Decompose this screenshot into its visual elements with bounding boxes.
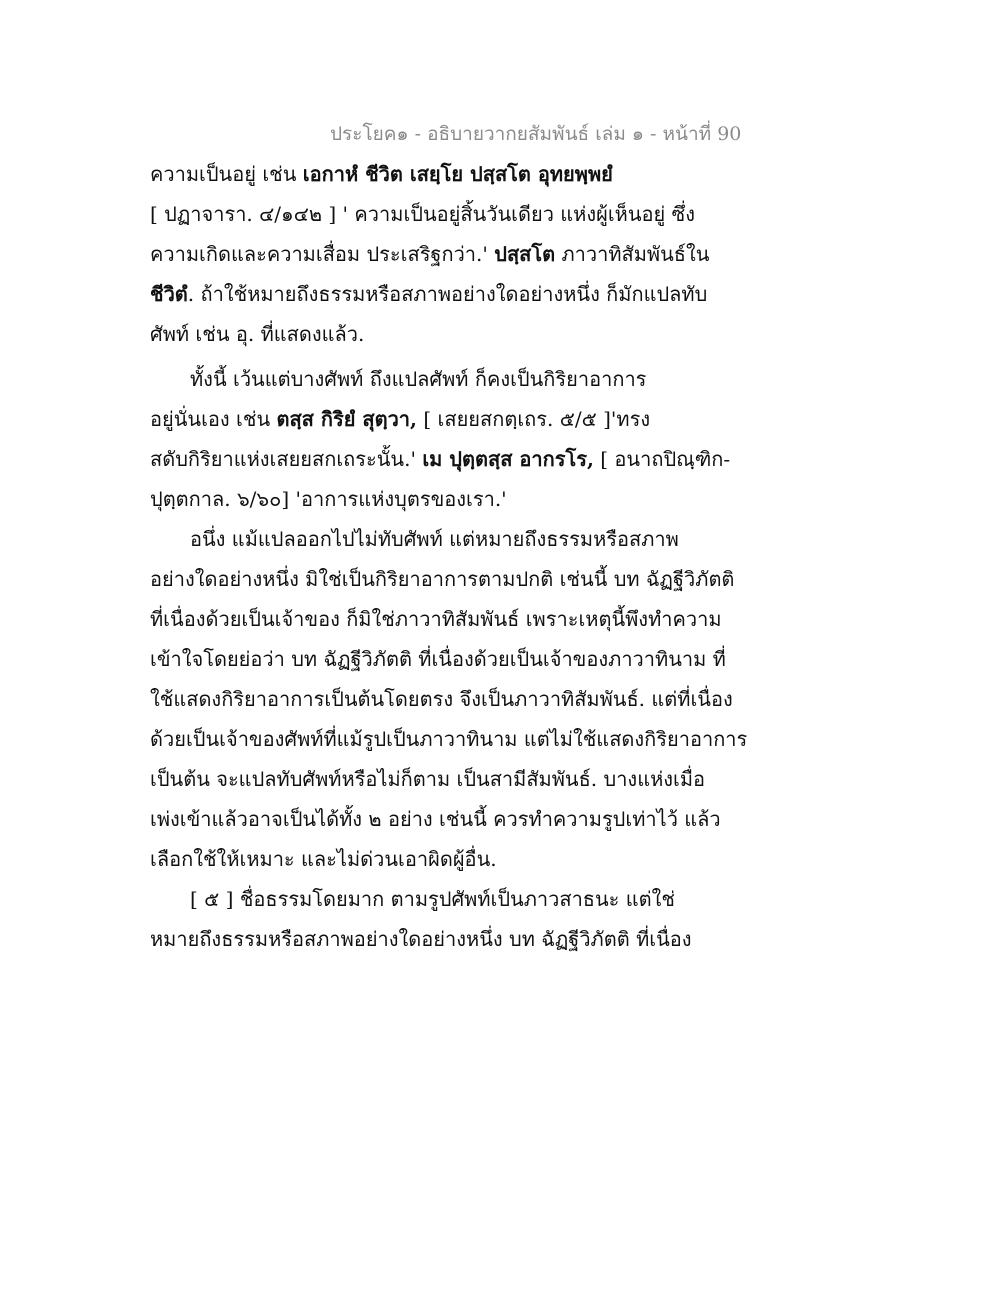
text-run: ด้วยเป็นเจ้าของศัพท์ที่แม้รูปเป็นภาวาทินาม แต่ไม่ใช้แสดงกิริยาอาการ — [150, 727, 748, 751]
pali-quote: ตสฺส กิริยํ สุตฺวา, — [276, 407, 418, 431]
text-run: เลือกใช้ให้เหมาะ และไม่ด่วนเอาผิดผู้อื่น. — [150, 847, 497, 871]
text-line-20 — [150, 925, 692, 953]
text-line-14 — [150, 685, 733, 713]
text-run: ความเกิดและความเสื่อม ประเสริฐกว่า.' — [150, 242, 495, 266]
text-run: [ อนาถปิณฺฑิก- — [593, 447, 731, 471]
text-run: ที่เนื่องด้วยเป็นเจ้าของ ก็มิใช่ภาวาทิสัมพันธ์ เพราะเหตุนี้พึงทำความ — [150, 607, 722, 631]
text-line-9 — [150, 485, 507, 513]
text-line-3 — [150, 240, 709, 268]
text-run: สดับกิริยาแห่งเสยยสกเถระนั้น.' — [150, 447, 423, 471]
pali-term: ชีวิตํ — [150, 282, 188, 306]
pali-quote: เอกาหํ ชีวิต เสยฺโย ปสฺสโต อุทยพฺพยํ — [302, 162, 613, 186]
text-run: ศัพท์ เช่น อุ. ที่แสดงแล้ว. — [150, 322, 365, 346]
text-run: ความเป็นอยู่ เช่น — [150, 162, 303, 186]
text-line-15 — [150, 725, 747, 753]
text-run: หมายถึงธรรมหรือสภาพอย่างใดอย่างหนึ่ง บท ฉัฏฐีวิภัตติ ที่เนื่อง — [150, 927, 692, 951]
text-run: ภาวาทิสัมพันธ์ใน — [555, 242, 710, 266]
text-line-19 — [190, 885, 675, 913]
text-line-1 — [150, 160, 613, 188]
text-run: ใช้แสดงกิริยาอาการเป็นต้นโดยตรง จึงเป็นภาวาทิสัมพันธ์. แต่ที่เนื่อง — [150, 687, 733, 711]
pali-quote: เม ปุตฺตสฺส อากรโร, — [422, 447, 594, 471]
text-run: ปุตฺตกาล. ๖/๖๐] 'อาการแห่งบุตรของเรา.' — [150, 487, 507, 511]
text-run: เข้าใจโดยย่อว่า บท ฉัฏฐีวิภัตติ ที่เนื่องด้วยเป็นเจ้าของภาวาทินาม ที่ — [150, 647, 726, 671]
pali-term: ปสฺสโต — [494, 242, 556, 266]
text-run: [ ปฏาจารา. ๔/๑๔๒ ] ' ความเป็นอยู่สิ้นวันเดียว แห่งผู้เห็นอยู่ ซึ่ง — [150, 202, 695, 226]
text-line-11 — [150, 565, 734, 593]
text-run: ทั้งนี้ เว้นแต่บางศัพท์ ถึงแปลศัพท์ ก็คงเป็นกิริยาอาการ — [190, 367, 647, 391]
text-line-5 — [150, 320, 364, 348]
text-line-7 — [150, 405, 650, 433]
text-run: . ถ้าใช้หมายถึงธรรมหรือสภาพอย่างใดอย่างหนึ่ง ก็มักแปลทับ — [187, 282, 708, 306]
text-line-13 — [150, 645, 726, 673]
text-run: อย่างใดอย่างหนึ่ง มิใช่เป็นกิริยาอาการตามปกติ เช่นนี้ บท ฉัฏฐีวิภัตติ — [150, 567, 735, 591]
text-line-4 — [150, 280, 707, 308]
text-run: อนึ่ง แม้แปลออกไปไม่ทับศัพท์ แต่หมายถึงธรรมหรือสภาพ — [190, 527, 679, 551]
text-line-2 — [150, 200, 695, 228]
text-run: เพ่งเข้าแล้วอาจเป็นได้ทั้ง ๒ อย่าง เช่นนี้ ควรทำความรูปเท่าไว้ แล้ว — [150, 807, 721, 831]
text-line-12 — [150, 605, 722, 633]
text-run: [ เสยยสกตฺเถร. ๕/๕ ]'ทรง — [417, 407, 651, 431]
text-line-8 — [150, 445, 730, 473]
text-line-17 — [150, 805, 721, 833]
running-header: ประโยค๑ - อธิบายวากยสัมพันธ์ เล่ม ๑ - หน้าที่ 90 — [330, 123, 742, 145]
text-line-18 — [150, 845, 497, 873]
text-run: เป็นต้น จะแปลทับศัพท์หรือไม่ก็ตาม เป็นสามีสัมพันธ์. บางแห่งเมื่อ — [150, 767, 706, 791]
text-line-16 — [150, 765, 705, 793]
text-line-6 — [190, 365, 646, 393]
text-run: อยู่นั่นเอง เช่น — [150, 407, 277, 431]
text-line-10 — [190, 525, 679, 553]
text-run: [ ๕ ] ชื่อธรรมโดยมาก ตามรูปศัพท์เป็นภาวสาธนะ แต่ใช่ — [190, 887, 675, 911]
